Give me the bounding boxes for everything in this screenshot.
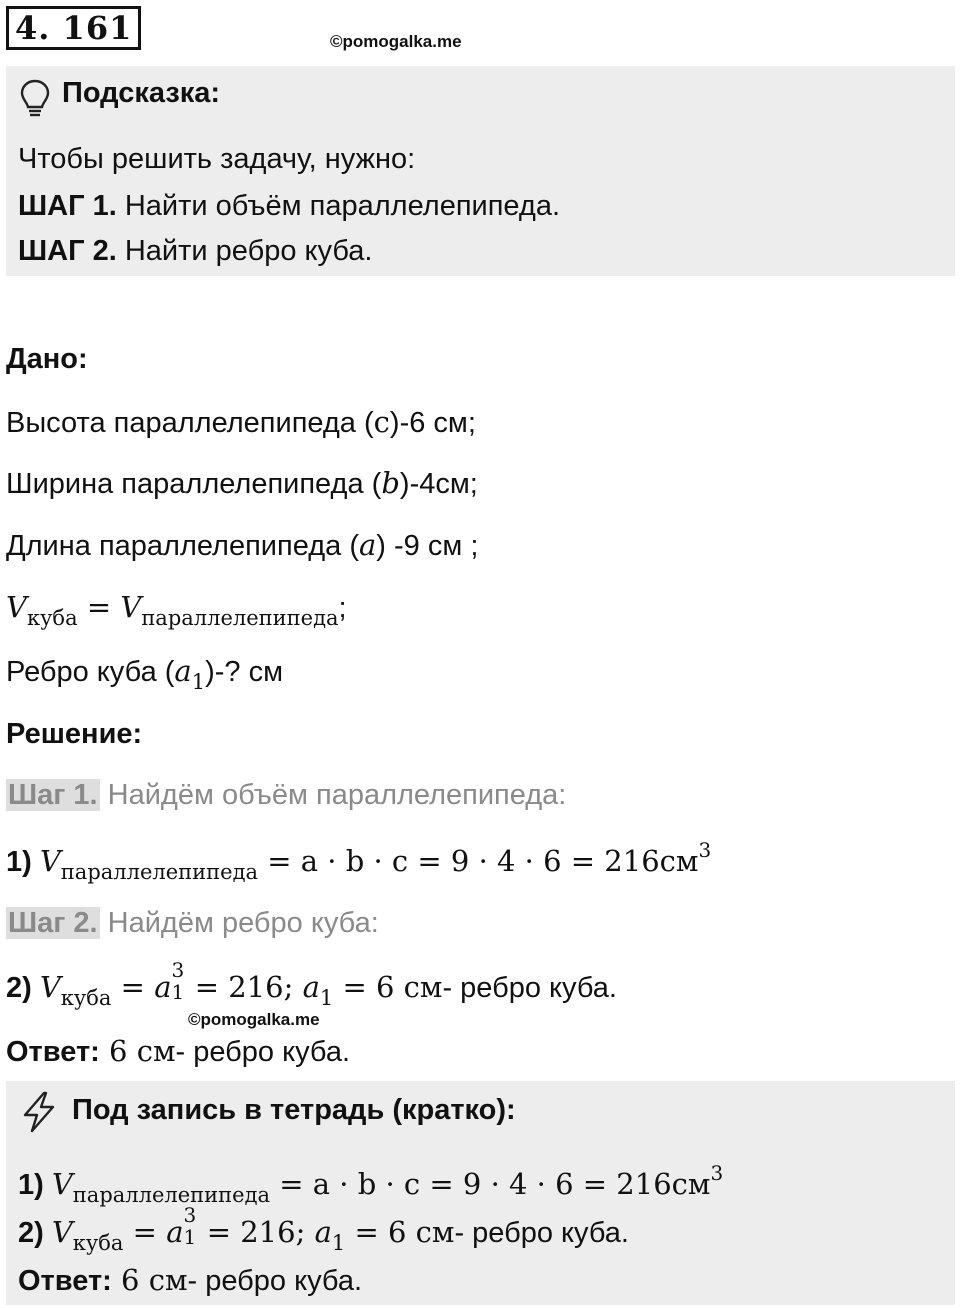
notebook-formula-2: 2) $V_{куба} = a$ 3 1 = 216; $a_1 = 6$ см- ребро куба. [18, 1203, 629, 1255]
solution-step-2: Шаг 2. Найдём ребро куба: [8, 907, 379, 939]
hint-title: Подсказка: [62, 77, 221, 109]
lightbulb-icon [18, 78, 52, 118]
given-length: Длина параллелепипеда (a) -9 см ; [6, 528, 479, 562]
notebook-title: Под запись в тетрадь (кратко): [72, 1094, 516, 1126]
problem-number: 4. 161 [6, 6, 141, 50]
solution-title: Решение: [6, 718, 143, 750]
hint-step-text: Найти ребро куба. [116, 235, 373, 267]
notebook-answer: Ответ: 6 см- ребро куба. [18, 1263, 363, 1297]
hint-step-1 [18, 189, 560, 224]
given-volume-condition: $V_{куба} = V_{параллелепипеда}$; [6, 590, 347, 630]
watermark: ©pomogalka.me [330, 32, 462, 51]
hint-step-label: ШАГ 2. [18, 235, 117, 267]
lightning-icon [20, 1091, 58, 1133]
hint-step-label: ШАГ 1. [18, 190, 117, 222]
given-height: Высота параллелепипеда (c)-6 см; [6, 405, 476, 439]
given-title: Дано: [6, 343, 88, 375]
notebook-box [6, 1081, 955, 1305]
solution-formula-1: 1) $V_{параллелепипеда} = a \cdot b \cdot c = 9 \cdot 4 \cdot 6 = 216см^3$ [6, 838, 712, 884]
given-width: Ширина параллелепипеда (b)-4см; [6, 466, 478, 500]
watermark: ©pomogalka.me [188, 1010, 320, 1029]
hint-intro: Чтобы решить задачу, нужно: [18, 143, 416, 175]
hint-box [6, 66, 955, 276]
notebook-formula-1: 1) $V_{параллелепипеда} = a \cdot b \cdot c = 9 \cdot 4 \cdot 6 = 216см^3$ [18, 1161, 724, 1207]
solution-answer: Ответ: 6 см- ребро куба. [6, 1034, 351, 1068]
given-edge: Ребро куба $(a_1)-$? см [6, 654, 284, 694]
hint-step-2 [18, 234, 372, 269]
hint-step-text: Найти объём параллелепипеда. [116, 190, 561, 222]
solution-step-1: Шаг 1. Найдём объём параллелепипеда: [8, 779, 567, 811]
solution-formula-2: 2) $V_{куба} = a$ 3 1 = 216; $a_1 = 6$ см- ребро куба. [6, 958, 617, 1010]
